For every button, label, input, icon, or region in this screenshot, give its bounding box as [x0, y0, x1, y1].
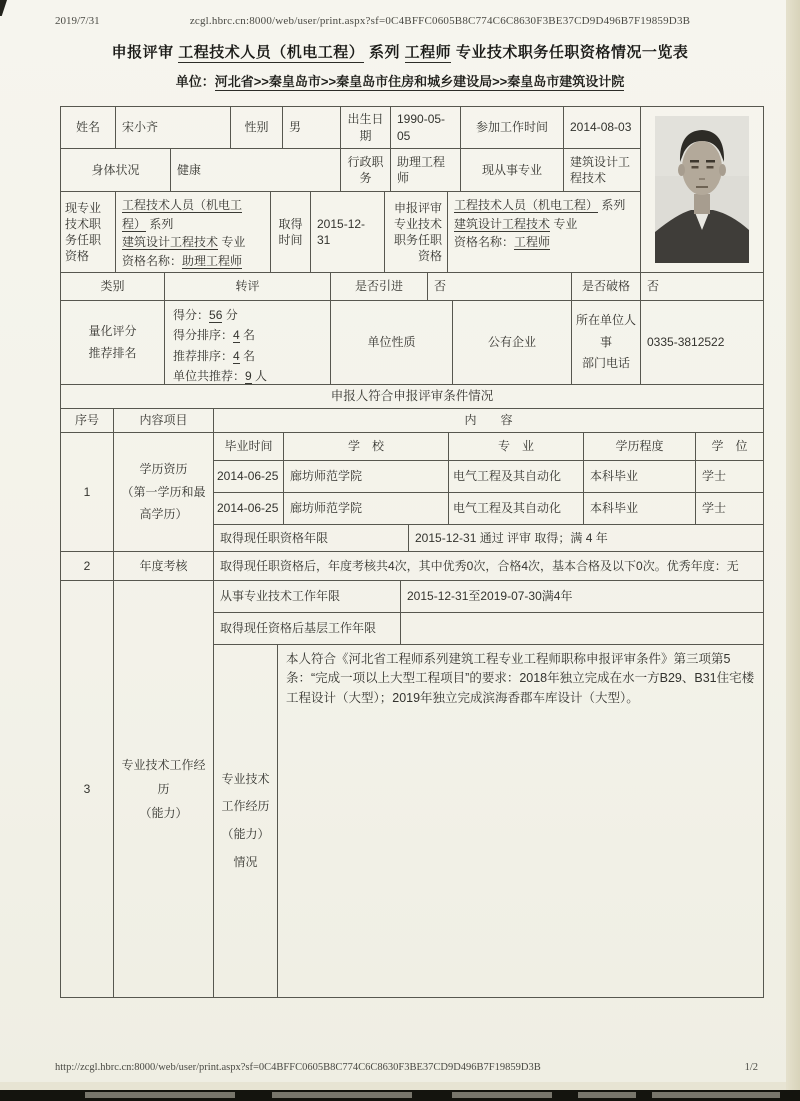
- current-title-series-tail: 系列: [149, 216, 174, 231]
- edu-header-degree-level: 学历程度: [583, 432, 696, 461]
- recommend-rank-line: 推荐排序：4 名: [173, 348, 256, 363]
- id-photo: [655, 116, 749, 263]
- col-item-header: 内容项目: [113, 408, 214, 433]
- obtain-time-value: 2015-12-31: [310, 191, 385, 273]
- apply-title-detail: [447, 191, 641, 273]
- hr-phone-value: 0335-3812522: [640, 300, 764, 385]
- obtain-time-label: 取得时间: [270, 191, 311, 273]
- col-no-header: 序号: [60, 408, 114, 433]
- score-line: 得分：56 分: [173, 308, 238, 322]
- apply-qual-value: 工程师: [514, 235, 551, 250]
- health-label: 身体状况: [60, 148, 171, 192]
- current-title-major-tail: 专业: [221, 235, 246, 250]
- education-item: 学历资历 （第一学历和最高学历）: [113, 432, 214, 552]
- exception-label: 是否破格: [571, 272, 641, 301]
- experience-item: 专业技术工作经历 （能力）: [113, 580, 214, 998]
- join-date-label: 参加工作时间: [460, 106, 564, 149]
- unit-type-value: 公有企业: [452, 300, 572, 385]
- admin-post-value: 助理工程师: [390, 148, 461, 192]
- page-number: 1/2: [744, 1062, 758, 1073]
- education-no: 1: [60, 432, 114, 552]
- work-years-value: 2015-12-31至2019-07-30满4年: [400, 580, 764, 613]
- edu-row1-major: 电气工程及其自动化: [448, 460, 584, 493]
- edu-row2-major: 电气工程及其自动化: [448, 492, 584, 525]
- unit-breadcrumb: [0, 71, 800, 90]
- category-label: 类别: [60, 272, 165, 301]
- doc-title: [0, 41, 800, 62]
- grassroots-years-value: [400, 612, 764, 645]
- recommend-rank-value: 4: [233, 348, 240, 363]
- import-label: 是否引进: [330, 272, 428, 301]
- name-value: 宋小齐: [115, 106, 231, 149]
- gender-value: 男: [282, 106, 341, 149]
- edu-header-major: 专 业: [448, 432, 584, 461]
- exception-value: 否: [640, 272, 764, 301]
- hr-phone-label: 所在单位人事 部门电话: [571, 300, 641, 385]
- current-qual-label: 资格名称：: [122, 253, 183, 268]
- current-title-series: 工程技术人员（机电工程）: [122, 198, 243, 231]
- edu-row1-school: 廊坊师范学院: [283, 460, 449, 493]
- unit-value: 河北省>>秦皇岛市>>秦皇岛市住房和城乡建设局>>秦皇岛市建筑设计院: [214, 74, 625, 89]
- annual-no: 2: [60, 551, 114, 581]
- scoring-details: [164, 300, 331, 385]
- category-value: 转评: [164, 272, 331, 301]
- doc-title-series: 工程技术人员（机电工程）: [178, 44, 365, 61]
- print-date: 2019/7/31: [55, 15, 100, 27]
- edu-row1-degree: 学士: [695, 460, 764, 493]
- birth-value: 1990-05-05: [390, 106, 461, 149]
- score-rank-line: 得分排序：4 名: [173, 328, 256, 343]
- scoring-label-line2: 推荐排名: [88, 345, 137, 360]
- apply-qual-label: 资格名称：: [454, 235, 515, 250]
- apply-title-series: 工程技术人员（机电工程）: [454, 198, 599, 212]
- apply-title-major: 建筑设计工程技术: [454, 216, 551, 231]
- profession-value: 建筑设计工程技术: [563, 148, 641, 192]
- next-page-peek: [0, 1090, 800, 1101]
- total-recommend-value: 9: [245, 369, 252, 384]
- birth-label: 出生日期: [340, 106, 391, 149]
- doc-title-part2: 系列: [368, 44, 400, 61]
- scoring-label-line1: 量化评分: [88, 323, 137, 338]
- id-photo-cell: [640, 106, 764, 273]
- apply-title-label: 申报评审专业技术职务任职资格: [384, 191, 448, 273]
- join-date-value: 2014-08-03: [563, 106, 641, 149]
- edu-row1-grad-date: 2014-06-25: [213, 460, 284, 493]
- score-rank-value: 4: [233, 328, 240, 343]
- name-label: 姓名: [60, 106, 116, 149]
- edu-row2-degree-level: 本科毕业: [583, 492, 696, 525]
- conditions-section-title: 申报人符合申报评审条件情况: [60, 384, 764, 409]
- experience-no: 3: [60, 580, 114, 998]
- edu-header-degree: 学 位: [695, 432, 764, 461]
- scoring-label: [60, 300, 165, 385]
- col-content-header: 内 容: [213, 408, 764, 433]
- print-footer-url: http://zcgl.hbrc.cn:8000/web/user/print.aspx?sf=0C4BFFC0605B8C774C6C8630F3BE37CD9D496B7F19859D3B: [55, 1062, 541, 1073]
- current-qual-value: 助理工程师: [182, 253, 243, 268]
- doc-title-part1: 申报评审: [111, 44, 174, 61]
- experience-detail-label: 专业技术工作经历（能力）情况: [213, 644, 278, 998]
- edu-row1-degree-level: 本科毕业: [583, 460, 696, 493]
- experience-detail-content: 本人符合《河北省工程师系列建筑工程专业工程师职称申报评审条件》第三项第5条：“完成一项以上大型工程项目”的要求：2018年独立完成在水一方B29、B31住宅楼工程设计（大型）；2019年独立完成滨海香郡车库设计（大型）。: [277, 644, 764, 998]
- grassroots-years-label: 取得现任资格后基层工作年限: [213, 612, 401, 645]
- edu-row2-degree: 学士: [695, 492, 764, 525]
- current-title-detail: [115, 191, 271, 273]
- unit-label: 单位：: [175, 74, 215, 89]
- total-recommend-line: 单位共推荐：9 人: [173, 369, 268, 384]
- doc-title-rank: 工程师: [404, 44, 452, 61]
- work-years-label: 从事专业技术工作年限: [213, 580, 401, 613]
- admin-post-label: 行政职务: [340, 148, 391, 192]
- edu-row2-grad-date: 2014-06-25: [213, 492, 284, 525]
- import-value: 否: [427, 272, 572, 301]
- gender-label: 性别: [230, 106, 283, 149]
- edu-header-grad-date: 毕业时间: [213, 432, 284, 461]
- current-title-major: 建筑设计工程技术: [122, 235, 219, 250]
- print-header-url: zcgl.hbrc.cn:8000/web/user/print.aspx?sf=0C4BFFC0605B8C774C6C8630F3BE37CD9D496B7F19859D3B: [189, 15, 691, 27]
- apply-title-major-tail: 专业: [553, 216, 578, 231]
- health-value: 健康: [170, 148, 341, 192]
- apply-title-series-tail: 系列: [601, 198, 626, 212]
- score-value: 56: [209, 308, 223, 322]
- tenure-value: 2015-12-31 通过 评审 取得；满 4 年: [408, 524, 764, 552]
- profession-label: 现从事专业: [460, 148, 564, 192]
- edu-row2-school: 廊坊师范学院: [283, 492, 449, 525]
- scan-edge: [786, 0, 800, 1101]
- annual-item: 年度考核: [113, 551, 214, 581]
- doc-title-part3: 专业技术职务任职资格情况一览表: [455, 44, 689, 61]
- unit-type-label: 单位性质: [330, 300, 453, 385]
- tenure-label: 取得现任职资格年限: [213, 524, 409, 552]
- current-title-label: 现专业技术职务任职资格: [60, 191, 116, 273]
- edu-header-school: 学 校: [283, 432, 449, 461]
- annual-content: 取得现任职资格后，年度考核共4次，其中优秀0次，合格4次，基本合格及以下0次。优秀年度：无: [213, 551, 764, 581]
